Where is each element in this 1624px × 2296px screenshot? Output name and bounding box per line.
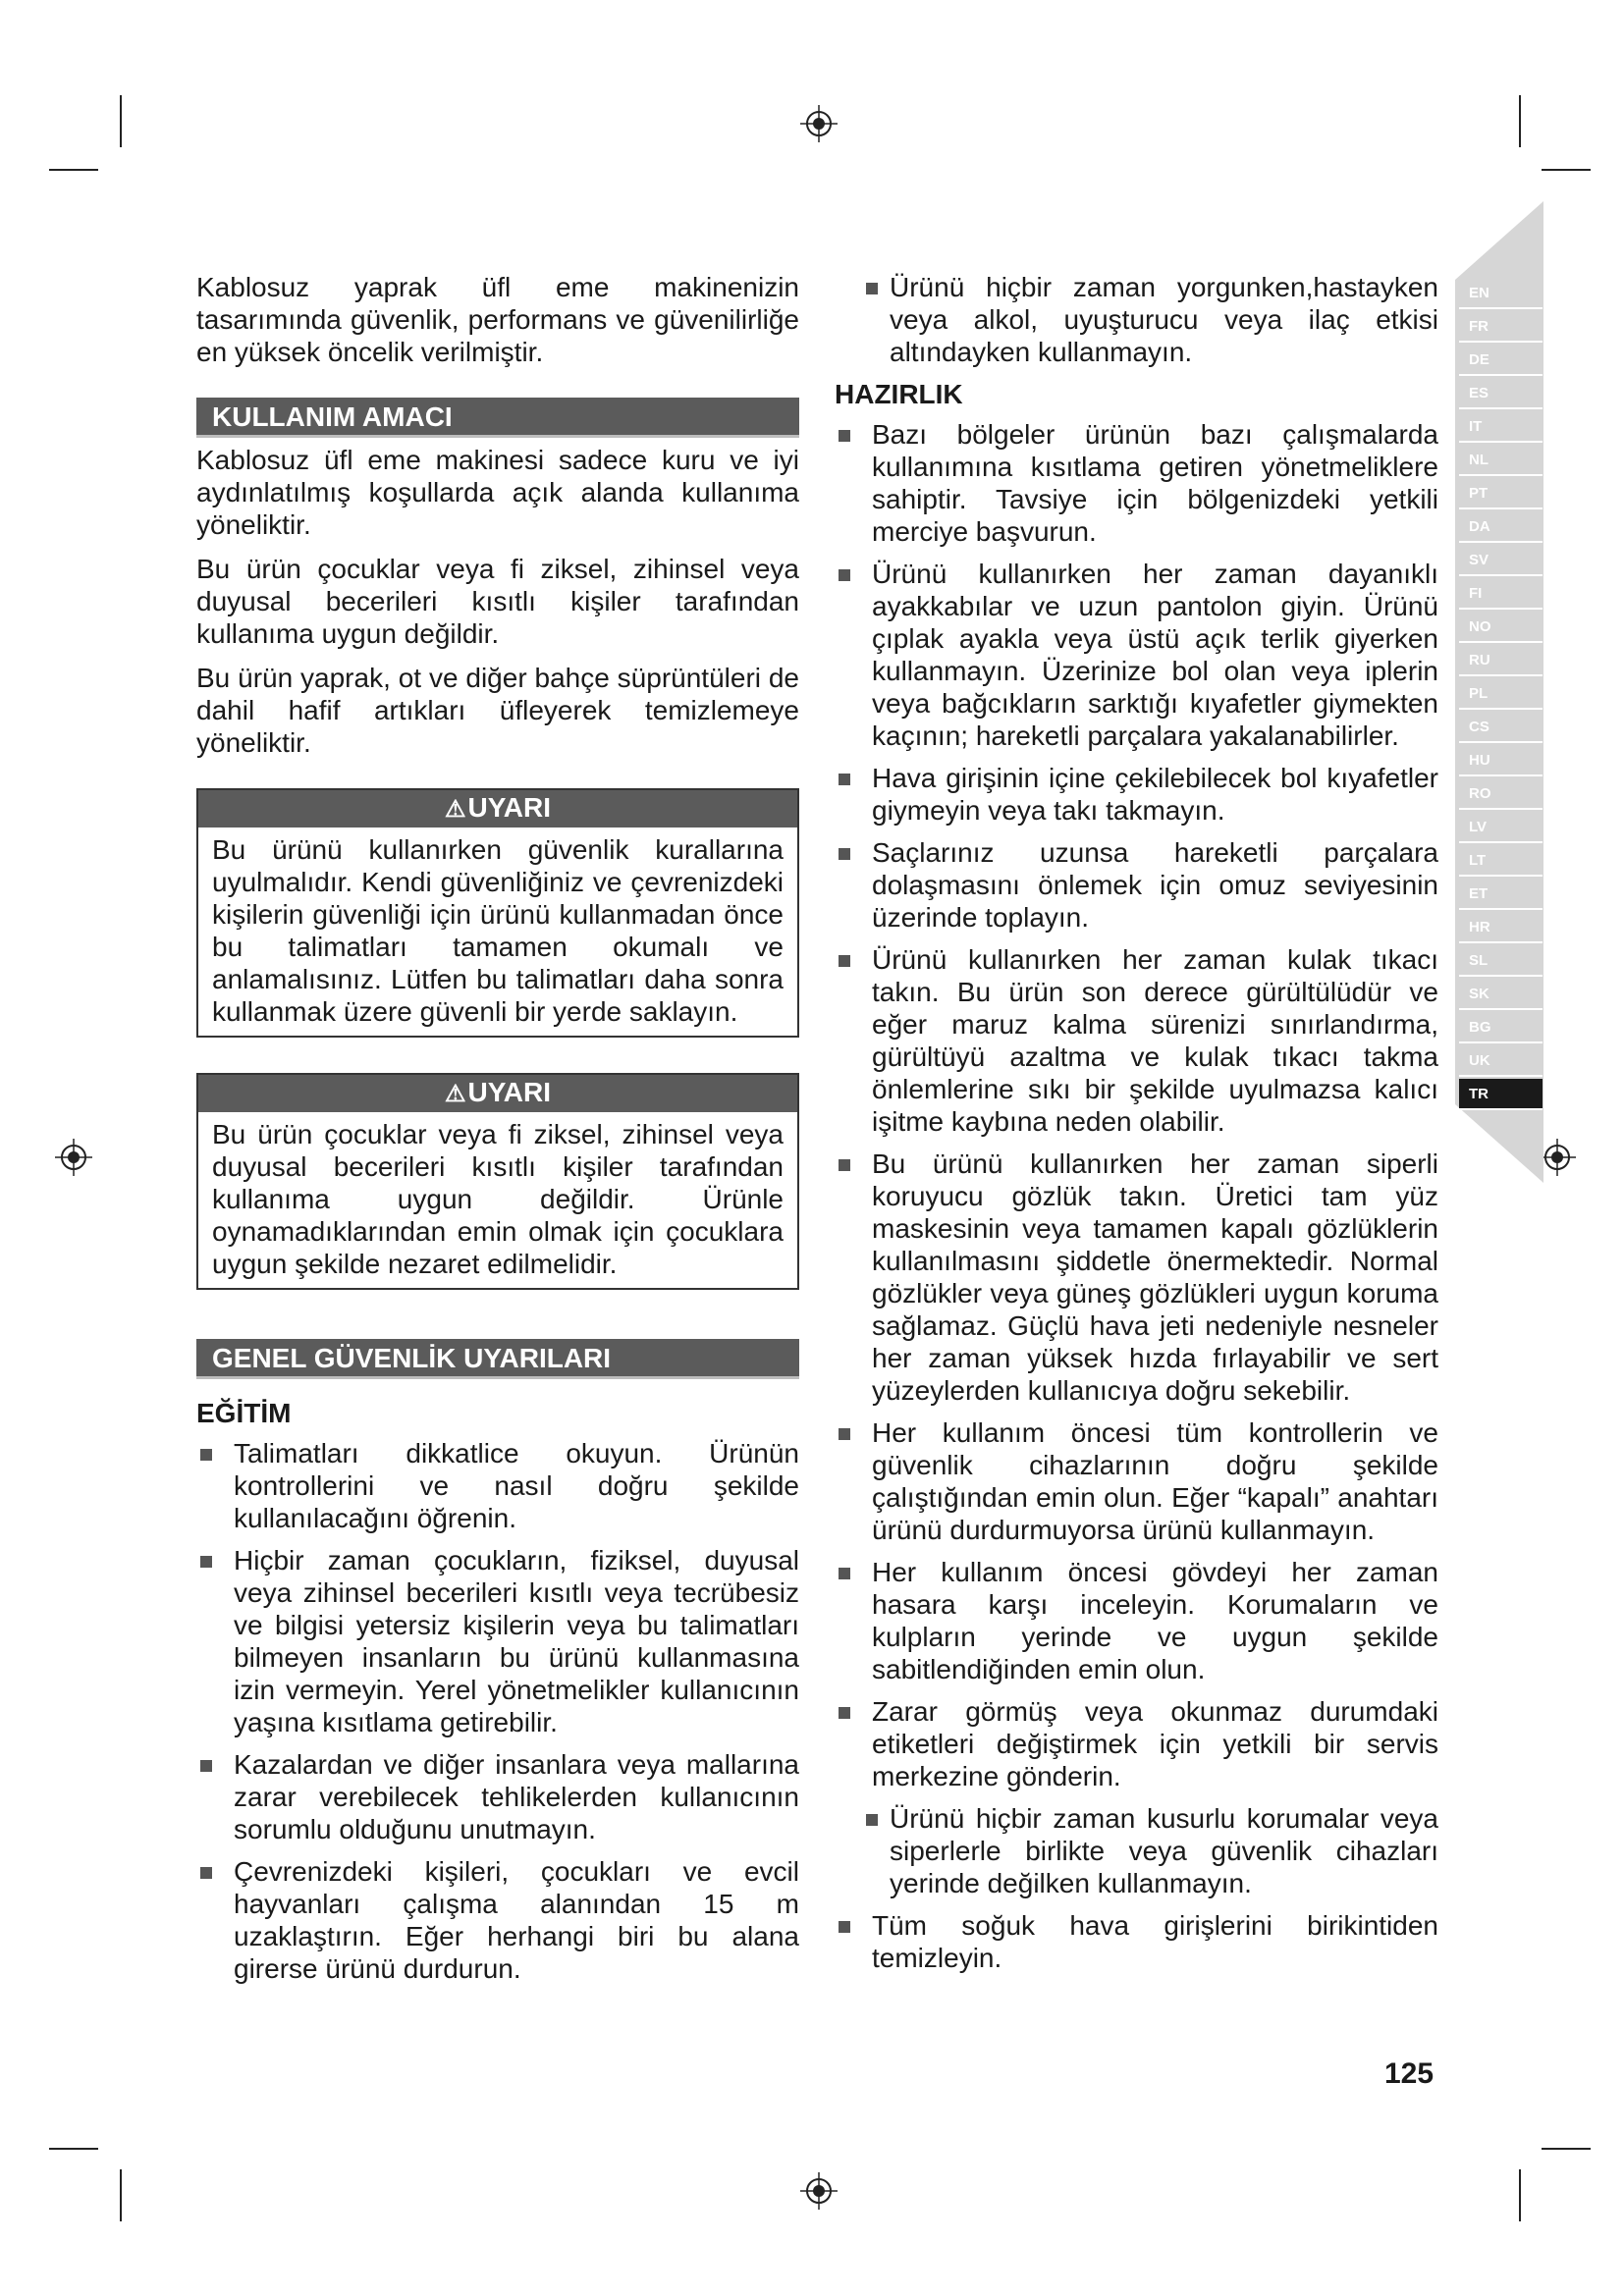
bullet-square-icon [839, 848, 850, 860]
list-item: Çevrenizdeki kişileri, çocukları ve evcil hayvanları çalışma alanından 15 m uzaklaştırın. Eğer herhangi biri bu alana girerse ürünü durdurun. [196, 1855, 799, 1985]
bullet-square-icon [839, 569, 850, 581]
registration-mark-top-icon [800, 105, 838, 142]
bullet-square-icon [200, 1867, 212, 1879]
bullet-square-icon [839, 1159, 850, 1171]
bullet-square-icon [839, 1428, 850, 1440]
warning-title: UYARI [467, 1077, 552, 1107]
list-item: Hava girişinin içine çekilebilecek bol kıyafetler giymeyin veya takı takmayın. [835, 762, 1438, 827]
list-item: Ürünü kullanırken her zaman dayanıklı ayakkabılar ve uzun pantolon giyin. Ürünü çıplak ayakla veya üstü açık terlik giyerken kullanmayın. Üzerinize bol olan veya iplerin veya bağcıkların sarktığı kıyafetler giymekten kaçının; hareketli parçalara yakalanabilirler. [835, 558, 1438, 752]
language-tab-ro[interactable]: RO [1459, 778, 1543, 810]
language-tab-et[interactable]: ET [1459, 879, 1543, 910]
language-tab-ru[interactable]: RU [1459, 645, 1543, 676]
subheading-egitim: EĞİTİM [196, 1398, 292, 1428]
subheading-hazirlik: HAZIRLIK [835, 379, 963, 409]
warning-box-2 [196, 1073, 799, 1290]
language-tab-hu[interactable]: HU [1459, 745, 1543, 776]
crop-mark-bottom-right-v [1519, 2169, 1521, 2221]
language-tab-fr[interactable]: FR [1459, 311, 1543, 343]
bullet-square-icon [200, 1449, 212, 1461]
language-tab-it[interactable]: IT [1459, 411, 1543, 443]
section-heading-kullanim-amaci: KULLANIM AMACI [196, 398, 799, 438]
list-item: Tüm soğuk hava girişlerini birikintiden temizleyin. [835, 1909, 1438, 1974]
language-tab-bg[interactable]: BG [1459, 1012, 1543, 1043]
language-tab-da[interactable]: DA [1459, 511, 1543, 543]
bullet-square-icon [866, 283, 878, 294]
warning-title: UYARI [467, 792, 552, 823]
bullet-square-icon [839, 1921, 850, 1933]
warning-triangle-icon: ⚠ [444, 796, 466, 823]
bullet-square-icon [839, 955, 850, 967]
egitim-list [196, 1437, 799, 1985]
language-tab-pt[interactable]: PT [1459, 478, 1543, 509]
registration-mark-right-icon [1539, 1139, 1576, 1176]
language-tab-sv[interactable]: SV [1459, 545, 1543, 576]
hazirlik-list [835, 418, 1438, 1974]
language-tab-no[interactable]: NO [1459, 612, 1543, 643]
bullet-square-icon [839, 430, 850, 442]
crop-mark-bottom-right-h [1542, 2148, 1591, 2150]
language-tab-sk[interactable]: SK [1459, 979, 1543, 1010]
language-tab-lv[interactable]: LV [1459, 812, 1543, 843]
language-tab-sl[interactable]: SL [1459, 945, 1543, 977]
left-column [196, 271, 799, 1995]
kullanim-paragraph-2: Bu ürün çocuklar veya fi ziksel, zihinsel veya duyusal becerileri kısıtlı kişiler tarafından kullanıma uygun değildir. [196, 554, 799, 649]
list-item: Her kullanım öncesi gövdeyi her zaman hasara karşı inceleyin. Korumaların ve kulpların yerinde ve uygun şekilde sabitlendiğinden emin olun. [835, 1556, 1438, 1685]
crop-mark-top-right-v [1519, 95, 1521, 147]
bullet-square-icon [200, 1760, 212, 1772]
crop-mark-bottom-left-h [49, 2148, 98, 2150]
language-tab-fi[interactable]: FI [1459, 578, 1543, 610]
language-tab-lt[interactable]: LT [1459, 845, 1543, 877]
list-item: Her kullanım öncesi tüm kontrollerin ve güvenlik cihazlarının doğru şekilde çalıştığından emin olun. Eğer “kapalı” anahtarı ürünü durdurmuyorsa ürünü kullanmayın. [835, 1416, 1438, 1546]
list-item: Talimatları dikkatlice okuyun. Ürünün kontrollerini ve nasıl doğru şekilde kullanılacağını öğrenin. [196, 1437, 799, 1534]
warning-text: Bu ürün çocuklar veya fi ziksel, zihinsel veya duyusal becerileri kısıtlı kişiler tarafından kullanıma uygun değildir. Ürünle oynamadıklarından emin olmak için çocuklara uygun şekilde nezaret edilmelidir. [212, 1119, 784, 1279]
warning-box-1 [196, 788, 799, 1038]
language-tab-nl[interactable]: NL [1459, 445, 1543, 476]
language-tab-hr[interactable]: HR [1459, 912, 1543, 943]
list-item: Ürünü kullanırken her zaman kulak tıkacı takın. Bu ürün son derece gürültülüdür ve eğer maruz kalma sürenizi sınırlandırma, gürültüyü azaltma ve kulak tıkacı takma önlemlerine sıkı bir şekilde uyulmazsa kalıcı işitme kaybına neden olabilir. [835, 943, 1438, 1138]
list-item: Kazalardan ve diğer insanlara veya mallarına zarar verebilecek tehlikelerden kullanıcının sorumlu olduğunu unutmayın. [196, 1748, 799, 1845]
warning-triangle-icon: ⚠ [444, 1081, 466, 1107]
warning-text: Bu ürünü kullanırken güvenlik kurallarına uyulmalıdır. Kendi güvenliğiniz ve çevrenizdeki kişilerin güvenliği için ürünü kullanmadan önce bu talimatları tamamen okumalı ve anlamalısınız. Lütfen bu talimatları daha sonra kullanmak üzere güvenli bir yerde saklayın. [212, 834, 784, 1027]
language-tab-tr[interactable]: TR [1459, 1079, 1543, 1110]
bullet-square-icon [839, 1568, 850, 1579]
list-item: Zarar görmüş veya okunmaz durumdaki etiketleri değiştirmek için yetkili bir servis merkezine gönderin. [835, 1695, 1438, 1792]
crop-mark-top-right-h [1542, 169, 1591, 171]
right-column [835, 271, 1438, 1984]
crop-mark-top-left-h [49, 169, 98, 171]
page-number: 125 [1384, 2057, 1435, 2090]
crop-mark-top-left-v [120, 95, 122, 147]
language-tab-de[interactable]: DE [1459, 345, 1543, 376]
section-heading-genel-guvenlik: GENEL GÜVENLİK UYARILARI [196, 1339, 799, 1379]
language-tab-es[interactable]: ES [1459, 378, 1543, 409]
bullet-square-icon [866, 1814, 878, 1826]
language-tab-cs[interactable]: CS [1459, 712, 1543, 743]
kullanim-paragraph-1: Kablosuz üfl eme makinesi sadece kuru ve iyi aydınlatılmış koşullarda açık alanda kullanıma yöneliktir. [196, 445, 799, 540]
list-item: Ürünü hiçbir zaman kusurlu korumalar veya siperlerle birlikte veya güvenlik cihazları yerinde değilken kullanmayın. [835, 1802, 1438, 1899]
bullet-square-icon [200, 1556, 212, 1568]
registration-mark-left-icon [55, 1139, 92, 1176]
language-tab-pl[interactable]: PL [1459, 678, 1543, 710]
language-tab-en[interactable]: EN [1459, 278, 1543, 309]
crop-mark-bottom-left-v [120, 2169, 122, 2221]
bullet-square-icon [839, 774, 850, 785]
list-item: Ürünü hiçbir zaman yorgunken,hastayken veya alkol, uyuşturucu veya ilaç etkisi altındayken kullanmayın. [835, 271, 1438, 368]
list-item: Hiçbir zaman çocukların, fiziksel, duyusal veya zihinsel becerileri kısıtlı veya tecrübesiz ve bilgisi yetersiz kişilerin veya bu talimatları bilmeyen insanların bu ürünü kullanmasına izin vermeyin. Yerel yönetmelikler kullanıcının yaşına kısıtlama getirebilir. [196, 1544, 799, 1738]
list-item: Bu ürünü kullanırken her zaman siperli koruyucu gözlük takın. Üretici tam yüz maskesinin veya tamamen kapalı gözlüklerin kullanılmasını şiddetle önermektedir. Normal gözlükler veya güneş gözlükleri uygun koruma sağlamaz. Güçlü hava jeti nedeniyle nesneler her zaman yüksek hızda fırlayabilir ve sert yüzeylerden kullanıcıya doğru sekebilir. [835, 1148, 1438, 1407]
bullet-square-icon [839, 1707, 850, 1719]
kullanim-paragraph-3: Bu ürün yaprak, ot ve diğer bahçe süprüntüleri de dahil hafif artıkları üfleyerek temizlemeye yöneliktir. [196, 663, 799, 758]
list-item: Saçlarınız uzunsa hareketli parçalara dolaşmasını önlemek için omuz seviyesinin üzerinde toplayın. [835, 836, 1438, 934]
registration-mark-bottom-icon [800, 2172, 838, 2210]
intro-paragraph: Kablosuz yaprak üfl eme makinenizin tasarımında güvenlik, performans ve güvenilirliğe en yüksek öncelik verilmiştir. [196, 272, 799, 367]
list-item: Bazı bölgeler ürünün bazı çalışmalarda kullanımına kısıtlama getiren yönetmeliklere sahiptir. Tavsiye için bölgenizdeki yetkili merciye başvurun. [835, 418, 1438, 548]
language-tab-uk[interactable]: UK [1459, 1045, 1543, 1077]
